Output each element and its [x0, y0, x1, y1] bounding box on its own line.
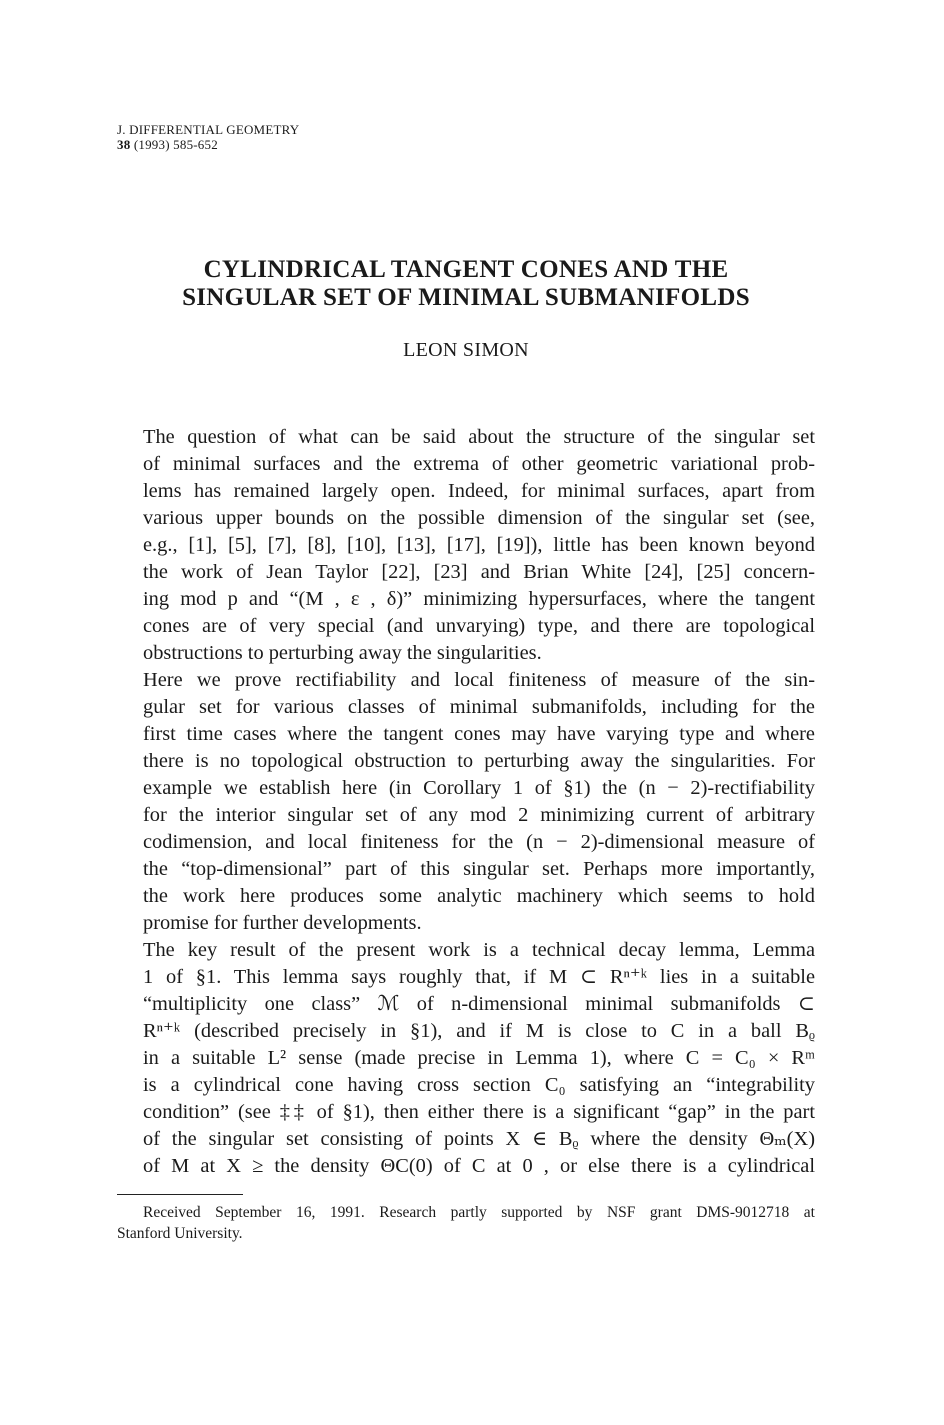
text-line: is a cylindrical cone having cross section C₀ satisfying an “integrability: [143, 1074, 815, 1096]
text-line: various upper bounds on the possible dimension of the singular set (see,: [143, 507, 815, 529]
text-line: in a suitable L² sense (made precise in Lemma 1), where C = C₀ × Rᵐ: [143, 1047, 815, 1069]
text-line: of M at X ≥ the density ΘC(0) of C at 0 , or else there is a cylindrical: [143, 1155, 815, 1177]
journal-volume: 38: [117, 137, 131, 152]
text-line: for the interior singular set of any mod 2 minimizing current of arbitrary: [143, 804, 815, 826]
text-line: obstructions to perturbing away the singularities.: [143, 642, 542, 664]
paragraph-3: [117, 937, 815, 1180]
paragraph-1: [117, 424, 815, 667]
text-line: 1 of §1. This lemma says roughly that, if M ⊂ Rⁿ⁺ᵏ lies in a suitable: [143, 966, 815, 988]
text-line: The question of what can be said about the structure of the singular set: [143, 426, 815, 448]
text-line: gular set for various classes of minimal submanifolds, including for the: [143, 696, 815, 718]
text-line: example we establish here (in Corollary 1 of §1) the (n − 2)-rectifiability: [143, 777, 815, 799]
footnote: [117, 1202, 815, 1244]
text-line: the work here produces some analytic machinery which seems to hold: [143, 885, 815, 907]
text-line: promise for further developments.: [143, 912, 422, 934]
journal-volume-line: [117, 137, 299, 152]
paper-title: [100, 256, 832, 312]
text-line: codimension, and local finiteness for the (n − 2)-dimensional measure of: [143, 831, 815, 853]
text-line: first time cases where the tangent cones may have varying type and where: [143, 723, 815, 745]
text-line: the “top-dimensional” part of this singular set. Perhaps more importantly,: [143, 858, 815, 880]
text-line: of minimal surfaces and the extrema of other geometric variational prob-: [143, 453, 815, 475]
journal-name: J. DIFFERENTIAL GEOMETRY: [117, 122, 300, 137]
text-line: ing mod p and “(M , ε , δ)” minimizing hypersurfaces, where the tangent: [143, 588, 815, 610]
author-name: LEON SIMON: [403, 339, 529, 361]
footnote-line-1: Received September 16, 1991. Research partly supported by NSF grant DMS-9012718 at: [143, 1204, 815, 1221]
journal-header: [117, 122, 299, 152]
title-line-2: SINGULAR SET OF MINIMAL SUBMANIFOLDS: [182, 284, 750, 311]
text-line: condition” (see ‡‡ of §1), then either there is a significant “gap” in the part: [143, 1101, 815, 1123]
text-line: Rⁿ⁺ᵏ (described precisely in §1), and if M is close to C in a ball Bᵨ: [143, 1020, 815, 1042]
journal-issue: (1993) 585-652: [133, 137, 218, 152]
text-line: the work of Jean Taylor [22], [23] and Brian White [24], [25] concern-: [143, 561, 815, 583]
text-line: cones are of very special (and unvarying) type, and there are topological: [143, 615, 815, 637]
footnote-line-2: Stanford University.: [117, 1225, 243, 1242]
text-line: there is no topological obstruction to perturbing away the singularities. For: [143, 750, 815, 772]
text-line: “multiplicity one class” ℳ of n-dimensional minimal submanifolds ⊂: [143, 993, 815, 1015]
abstract-body: [117, 424, 815, 1180]
title-line-1: CYLINDRICAL TANGENT CONES AND THE: [203, 256, 729, 283]
footnote-divider: [117, 1194, 243, 1195]
text-line: of the singular set consisting of points X ∈ Bᵨ where the density Θₘ(X): [143, 1128, 815, 1150]
paragraph-2: [117, 667, 815, 937]
text-line: lems has remained largely open. Indeed, for minimal surfaces, apart from: [143, 480, 815, 502]
text-line: e.g., [1], [5], [7], [8], [10], [13], [17], [19]), little has been known beyond: [143, 534, 815, 556]
text-line: The key result of the present work is a technical decay lemma, Lemma: [143, 939, 815, 961]
text-line: Here we prove rectifiability and local finiteness of measure of the sin-: [143, 669, 815, 691]
